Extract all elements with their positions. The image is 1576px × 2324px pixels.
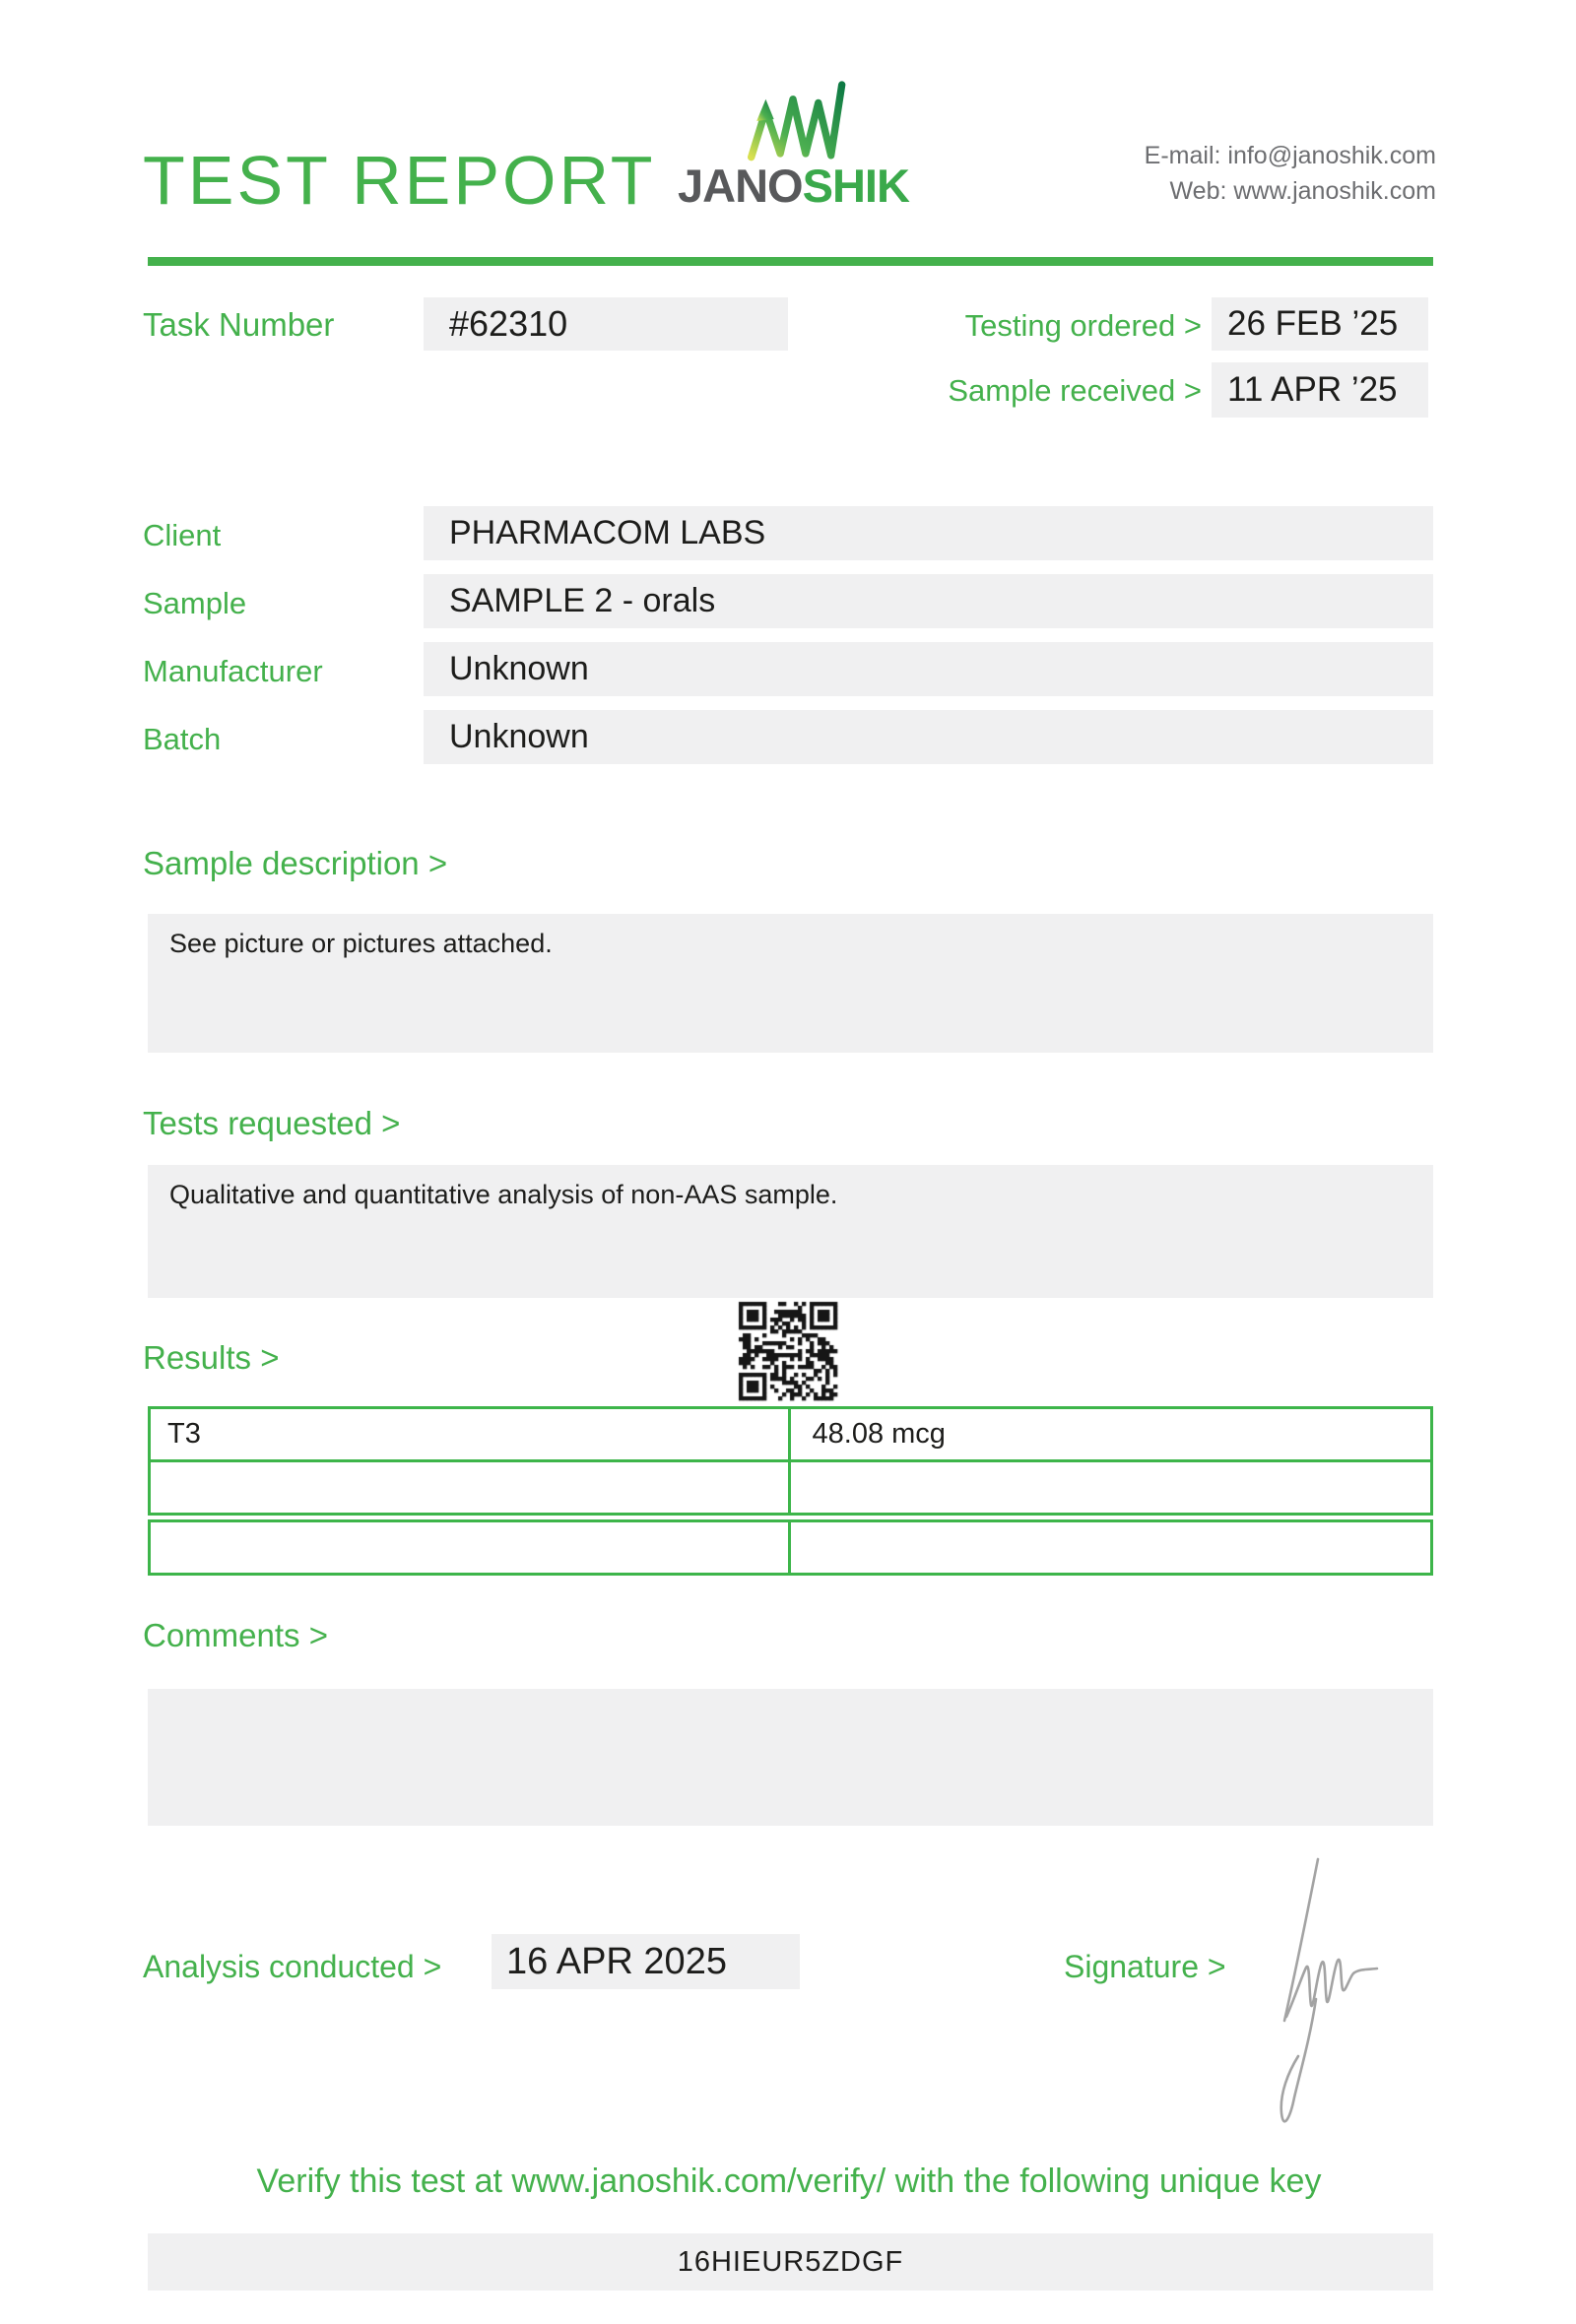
- analysis-conducted-label: Analysis conducted >: [143, 1949, 442, 1984]
- contact-info: [1145, 138, 1436, 209]
- trend-chart-icon: [735, 74, 851, 164]
- result-name: T3: [151, 1409, 791, 1459]
- email-line: E-mail: info@janoshik.com: [1144, 142, 1436, 169]
- logo-word-jano: JANO: [678, 160, 803, 212]
- sample-description-heading: Sample description >: [143, 845, 448, 881]
- qr-code: [737, 1300, 839, 1402]
- janoshik-logo: [678, 74, 909, 217]
- sample-value: SAMPLE 2 - orals: [424, 574, 1433, 628]
- sample-label: Sample: [143, 586, 247, 620]
- testing-ordered-label: Testing ordered >: [964, 308, 1202, 343]
- logo-word-shik: SHIK: [802, 160, 909, 212]
- table-row: [148, 1406, 1433, 1462]
- manufacturer-value: Unknown: [424, 642, 1433, 696]
- result-value: [791, 1462, 1431, 1513]
- testing-ordered-date: 26 FEB ’25: [1212, 297, 1428, 351]
- comments-text: [148, 1689, 1433, 1826]
- task-number-label: Task Number: [143, 306, 335, 343]
- result-name: [151, 1522, 791, 1573]
- task-number-value: #62310: [424, 297, 788, 351]
- page-title: TEST REPORT: [143, 142, 656, 219]
- verify-instruction: Verify this test at www.janoshik.com/verify/ with the following unique key: [256, 2163, 1322, 2200]
- results-heading: Results >: [143, 1339, 280, 1376]
- comments-heading: Comments >: [143, 1617, 328, 1653]
- unique-key: 16HIEUR5ZDGF: [148, 2233, 1433, 2291]
- result-name: [151, 1462, 791, 1513]
- result-value: [791, 1522, 1431, 1573]
- signature-image: [1273, 1849, 1425, 2145]
- result-value: 48.08 mcg: [812, 1418, 946, 1450]
- table-row: [148, 1459, 1433, 1516]
- sample-received-label: Sample received >: [948, 373, 1202, 408]
- sample-received-date: 11 APR ’25: [1212, 362, 1428, 418]
- logo-wordmark: [678, 160, 909, 212]
- batch-value: Unknown: [424, 710, 1433, 764]
- analysis-conducted-date: 16 APR 2025: [492, 1934, 800, 1989]
- header-divider: [148, 257, 1433, 266]
- sample-description-text: See picture or pictures attached.: [148, 914, 1433, 1053]
- client-value: PHARMACOM LABS: [424, 506, 1433, 560]
- table-row: [148, 1519, 1433, 1576]
- client-label: Client: [143, 518, 222, 552]
- signature-label: Signature >: [1064, 1949, 1226, 1984]
- batch-label: Batch: [143, 722, 222, 756]
- results-table: [148, 1406, 1433, 1576]
- web-line: Web: www.janoshik.com: [1169, 177, 1436, 205]
- manufacturer-label: Manufacturer: [143, 654, 323, 688]
- tests-requested-heading: Tests requested >: [143, 1105, 401, 1141]
- tests-requested-text: Qualitative and quantitative analysis of non-AAS sample.: [148, 1165, 1433, 1298]
